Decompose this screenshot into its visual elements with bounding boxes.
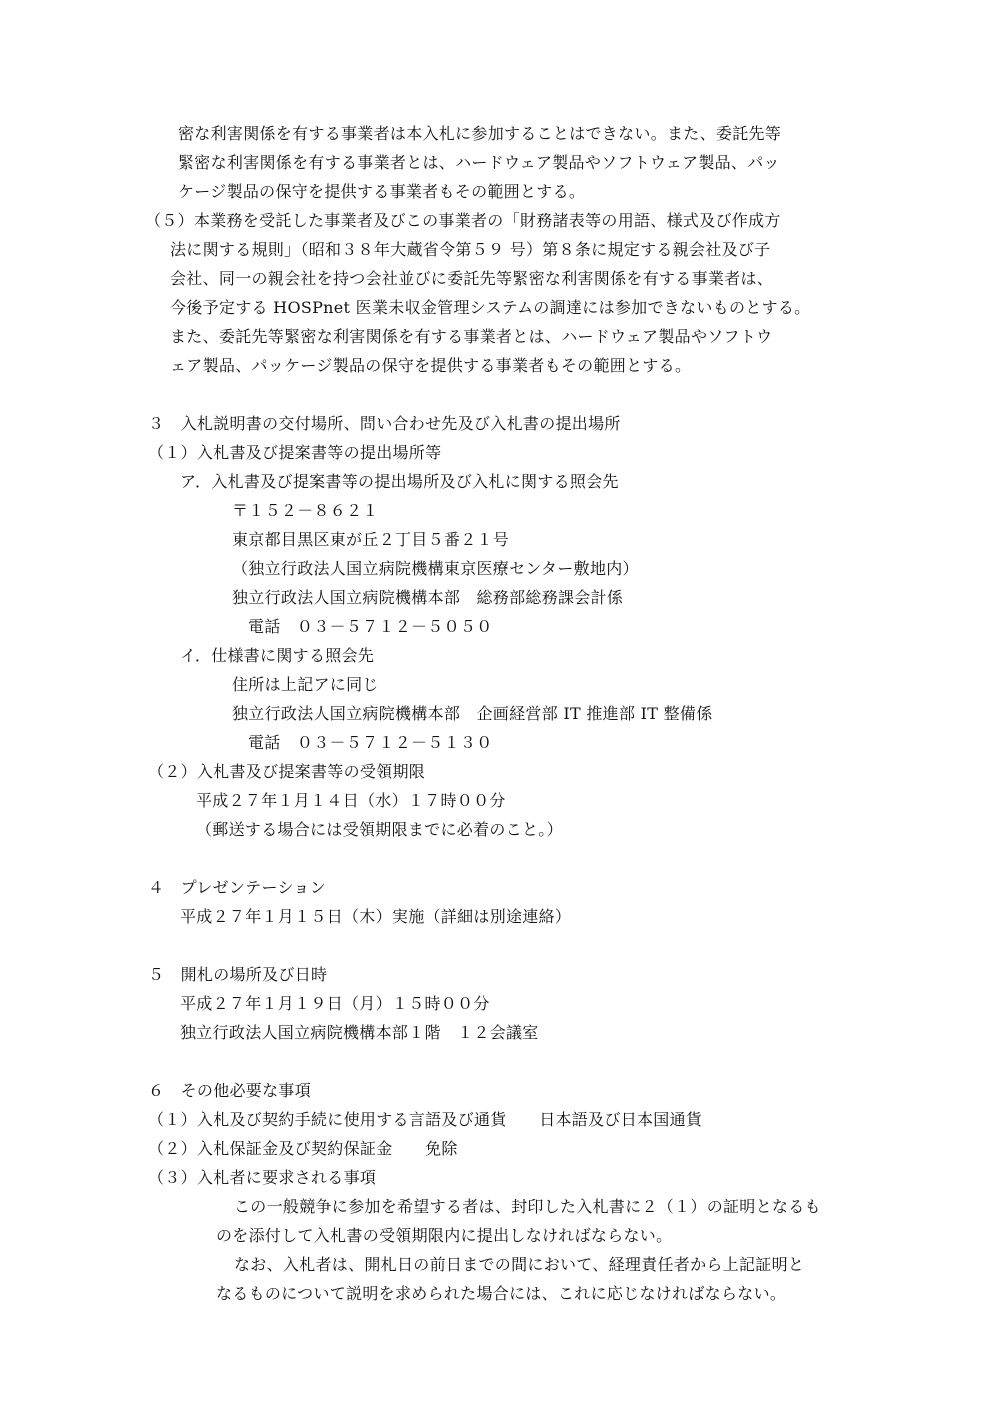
text-line: 緊密な利害関係を有する事業者とは、ハードウェア製品やソフトウェア製品、パッ [178, 153, 780, 172]
address-note: （独立行政法人国立病院機構東京医療センター敷地内） [232, 559, 639, 578]
text-line: 今後予定する HOSPnet 医業未収金管理システムの調達には参加できないものとする。 [170, 298, 811, 317]
text-line: 平成２７年１月１５日（木）実施（詳細は別途連絡） [180, 907, 572, 926]
text-line: 平成２７年１月１９日（月）１５時００分 [180, 994, 490, 1013]
subsection-heading: （２）入札書及び提案書等の受領期限 [148, 762, 426, 781]
item-heading: ア．入札書及び提案書等の提出場所及び入札に関する照会先 [180, 472, 619, 491]
text-line: この一般競争に参加を希望する者は、封印した入札書に２（１）の証明となるも [234, 1197, 821, 1216]
text-line: 住所は上記アに同じ [232, 675, 379, 694]
contact-department: 独立行政法人国立病院機構本部 企画経営部 IT 推進部 IT 整備係 [232, 704, 713, 723]
contact-department: 独立行政法人国立病院機構本部 総務部総務課会計係 [232, 588, 624, 607]
section-heading: （５）本業務を受託した事業者及びこの事業者の「財務諸表等の用語、様式及び作成方 [145, 211, 781, 230]
subsection-heading: （１）入札及び契約手続に使用する言語及び通貨 日本語及び日本国通貨 [148, 1110, 703, 1129]
text-line: のを添付して入札書の受領期限内に提出しなければならない。 [216, 1226, 673, 1245]
text-line: ケージ製品の保守を提供する事業者もその範囲とする。 [178, 182, 586, 201]
contact-phone: 電話 ０３－５７１２－５１３０ [248, 733, 493, 752]
text-line: なお、入札者は、開札日の前日までの間において、経理責任者から上記証明と [234, 1255, 805, 1274]
subsection-heading: （３）入札者に要求される事項 [148, 1168, 377, 1187]
text-line: また、委託先等緊密な利害関係を有する事業者とは、ハードウェア製品やソフトウ [170, 327, 773, 346]
subsection-heading: （２）入札保証金及び契約保証金 免除 [148, 1139, 458, 1158]
deadline-note: （郵送する場合には受領期限までに必着のこと。） [196, 820, 563, 839]
postal-code: 〒１５２－８６２１ [232, 501, 379, 520]
section-heading: ６ その他必要な事項 [148, 1081, 312, 1100]
text-line: なるものについて説明を求められた場合には、これに応じなければならない。 [216, 1284, 787, 1303]
subsection-heading: （１）入札書及び提案書等の提出場所等 [148, 443, 442, 462]
deadline: 平成２７年１月１４日（水）１７時００分 [196, 791, 506, 810]
text-line: 会社、同一の親会社を持つ会社並びに委託先等緊密な利害関係を有する事業者は、 [170, 269, 774, 288]
section-heading: ４ プレゼンテーション [148, 878, 327, 897]
contact-phone: 電話 ０３－５７１２－５０５０ [248, 617, 493, 636]
text-line: 法に関する規則」（昭和３８年大蔵省令第５９ 号）第８条に規定する親会社及び子 [170, 240, 771, 259]
item-heading: イ．仕様書に関する照会先 [180, 646, 375, 665]
text-line: 独立行政法人国立病院機構本部１階 １２会議室 [180, 1023, 539, 1042]
section-heading: ３ 入札説明書の交付場所、問い合わせ先及び入札書の提出場所 [148, 414, 621, 433]
text-line: 密な利害関係を有する事業者は本入札に参加することはできない。また、委託先等 [178, 124, 782, 143]
address: 東京都目黒区東が丘２丁目５番２１号 [232, 530, 510, 549]
text-line: ェア製品、パッケージ製品の保守を提供する事業者もその範囲とする。 [170, 356, 692, 375]
section-heading: ５ 開札の場所及び日時 [148, 965, 328, 984]
